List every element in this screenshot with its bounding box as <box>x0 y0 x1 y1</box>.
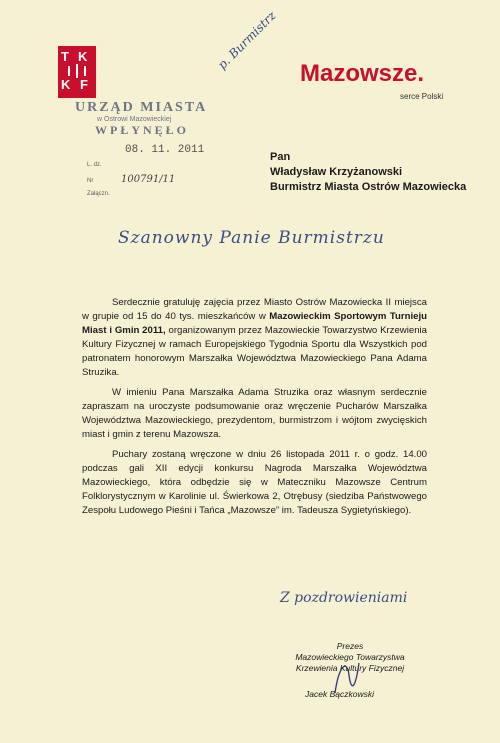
signer-name: Jacek Bączkowski <box>305 689 374 699</box>
signer-title-3: Krzewienia Kultury Fizycznej <box>295 663 405 673</box>
brand-tagline: serce Polski <box>400 92 444 101</box>
stamp-received: WPŁYNĘŁO <box>95 123 190 137</box>
handwritten-closing: Z pozdrowieniami <box>280 590 408 606</box>
paragraph-2: W imieniu Pana Marszałka Adama Struzika oraz własnym serdecznie zapraszam na uroczyste podsumowanie oraz wręczenie Pucharów Marszałka Województwa Mazowieckiego, prezydentom, burmistrzom i wójtom zwycięskich miast i gmin z terenu Mazowsza. <box>82 387 427 440</box>
handwritten-salutation: Szanowny Panie Burmistrzu <box>118 228 385 248</box>
recipient-name: Władysław Krzyżanowski <box>270 166 403 178</box>
mazowsze-logo: Mazowsze. <box>300 60 425 87</box>
stamp-nr-value: 100791/11 <box>121 174 176 185</box>
signer-title-2: Mazowieckiego Towarzystwa <box>295 652 405 662</box>
recipient-title: Burmistrz Miasta Ostrów Mazowiecka <box>270 181 467 193</box>
stamp-city: w Ostrowi Mazowieckiej <box>97 116 172 123</box>
incoming-stamp <box>75 100 240 197</box>
stamp-ldz: L. dz. <box>87 162 102 168</box>
stamp-date: 08. 11. 2011 <box>125 144 205 156</box>
stamp-office: URZĄD MIASTA <box>75 100 208 115</box>
paragraph-3: Puchary zostaną wręczone w dniu 26 listopada 2011 r. o godz. 14.00 podczas gali XII edycji konkursu Nagroda Marszałka Województwa Mazowieckiego, która odbędzie się w Mateczniku Mazowsze Centrum Folklorystycznym w Karolinie ul. Świerkowa 2, Otrębusy (siedziba Państwowego Zespołu Ludowego Pieśni i Tańca „Mazowsze” im. Tadeusza Sygietyńskiego). <box>82 449 427 516</box>
recipient-salutation: Pan <box>270 151 291 163</box>
paragraph-1-text-a: Serdecznie gratuluję zajęcia przez Miasto Ostrów Mazowiecka II miejsca w grupie od 15 do 40 tys. mieszkańców w <box>82 297 427 322</box>
tkkf-logo: T K K F <box>58 46 96 98</box>
recipient-block <box>270 150 466 195</box>
paragraph-1-bold: Mazowieckim Sportowym Turnieju Miast i Gmin 2011, <box>82 311 427 336</box>
stamp-attachment: Załączn. <box>87 191 110 197</box>
paragraph-1 <box>82 296 427 380</box>
paragraph-1-text-b: organizowanym przez Mazowieckie Towarzystwo Krzewienia Kultury Fizycznej w ramach Europejskiego Tygodnia Sportu dla Wszystkich pod patronatem honorowym Marszałka Województwa Mazowieckiego Pana Adama Struzika. <box>82 325 427 378</box>
handwritten-annotation-top: p. Burmistrz <box>215 8 279 72</box>
stamp-nr <box>87 174 240 185</box>
letter-body <box>82 296 427 524</box>
stamp-nr-label: Nr <box>87 178 94 184</box>
signer-title-1: Prezes <box>336 641 364 651</box>
